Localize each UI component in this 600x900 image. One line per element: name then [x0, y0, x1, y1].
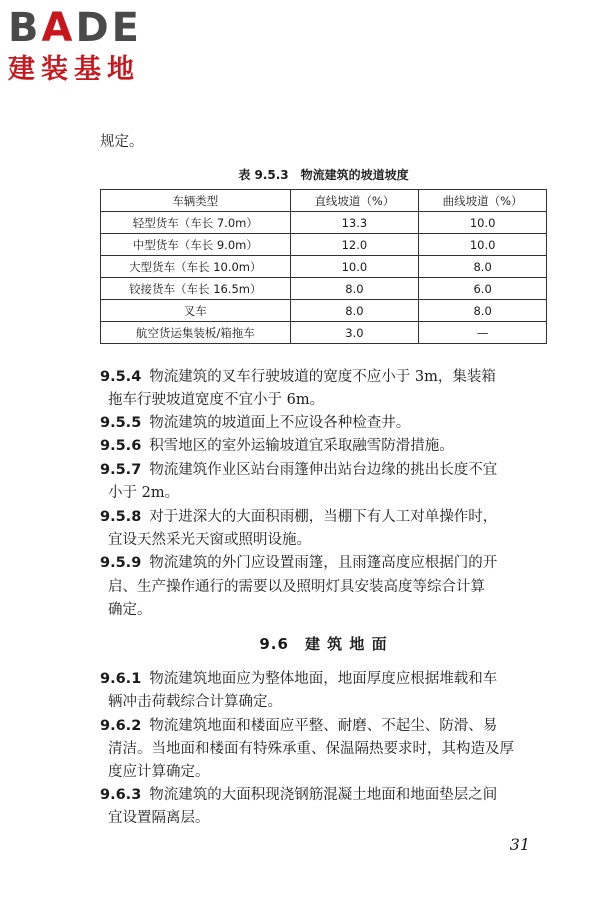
clause-line: 启、生产操作通行的需要以及照明灯具安装高度等综合计算 [108, 579, 485, 595]
table-cell: 8.0 [290, 278, 419, 300]
clause-line: 辆冲击荷载综合计算确定。 [108, 694, 282, 710]
table-cell: 12.0 [290, 234, 419, 256]
clause-line: 9.6.3 物流建筑的大面积现浇钢筋混凝土地面和地面垫层之间 [100, 787, 498, 803]
table-cell: — [419, 322, 547, 344]
clause-line: 拖车行驶坡道宽度不宜小于 6m。 [108, 392, 325, 408]
clause-line: 宜设置隔离层。 [108, 810, 210, 826]
header-cell: 曲线坡道（%） [419, 190, 547, 212]
table-cell: 8.0 [419, 256, 547, 278]
table-row [101, 234, 547, 256]
clause-line: 9.6.1 物流建筑地面应为整体地面，地面厚度应根据堆载和车 [100, 671, 498, 687]
table-cell: 叉车 [101, 300, 291, 322]
clause-line: 9.5.6 积雪地区的室外运输坡道宜采取融雪防滑措施。 [100, 438, 454, 454]
page-number: 31 [509, 835, 530, 854]
table-cell: 13.3 [290, 212, 419, 234]
table-cell: 航空货运集装板/箱拖车 [101, 322, 291, 344]
clause-line: 宜设天然采光天窗或照明设施。 [108, 532, 311, 548]
header-cell: 车辆类型 [101, 190, 291, 212]
clause-line: 9.5.7 物流建筑作业区站台雨篷伸出站台边缘的挑出长度不宜 [100, 462, 498, 478]
table-cell: 铰接货车（车长 16.5m） [101, 278, 291, 300]
table-cell: 大型货车（车长 10.0m） [101, 256, 291, 278]
logo-wordmark: B A DE [8, 5, 142, 51]
clause-line: 9.5.8 对于进深大的大面积雨棚，当棚下有人工对单操作时， [100, 509, 498, 525]
table-caption: 表 9.5.3 物流建筑的坡道坡度 [238, 168, 409, 182]
header-cell: 直线坡道（%） [290, 190, 419, 212]
table-row [101, 278, 547, 300]
table-cell: 8.0 [419, 300, 547, 322]
table-cell: 10.0 [419, 212, 547, 234]
intro-line: 规定。 [100, 134, 144, 150]
section-title: 9.6 建 筑 地 面 [259, 635, 388, 653]
table-row [101, 212, 547, 234]
clause-line: 清洁。当地面和楼面有特殊承重、保温隔热要求时，其构造及厚 [108, 741, 514, 757]
clause-line: 9.6.2 物流建筑地面和楼面应平整、耐磨、不起尘、防滑、易 [100, 718, 498, 734]
clause-line: 度应计算确定。 [108, 764, 210, 780]
table-cell: 3.0 [290, 322, 419, 344]
table-cell: 6.0 [419, 278, 547, 300]
clause-line: 确定。 [108, 602, 152, 618]
table-row [101, 300, 547, 322]
table-cell: 8.0 [290, 300, 419, 322]
table-row [101, 256, 547, 278]
table-cell: 10.0 [290, 256, 419, 278]
clause-line: 9.5.9 物流建筑的外门应设置雨篷，且雨篷高度应根据门的开 [100, 555, 498, 571]
table-row [101, 322, 547, 344]
logo-subtitle: 建装基地 [8, 54, 140, 85]
table-cell: 轻型货车（车长 7.0m） [101, 212, 291, 234]
clause-line: 小于 2m。 [108, 485, 180, 501]
clause-line: 9.5.4 物流建筑的叉车行驶坡道的宽度不应小于 3m，集装箱 [100, 369, 496, 385]
table-header-row [101, 190, 547, 212]
slope-table [100, 189, 547, 344]
table-cell: 中型货车（车长 9.0m） [101, 234, 291, 256]
clause-line: 9.5.5 物流建筑的坡道面上不应设各种检查井。 [100, 415, 411, 431]
table-cell: 10.0 [419, 234, 547, 256]
bade-logo [8, 6, 178, 86]
